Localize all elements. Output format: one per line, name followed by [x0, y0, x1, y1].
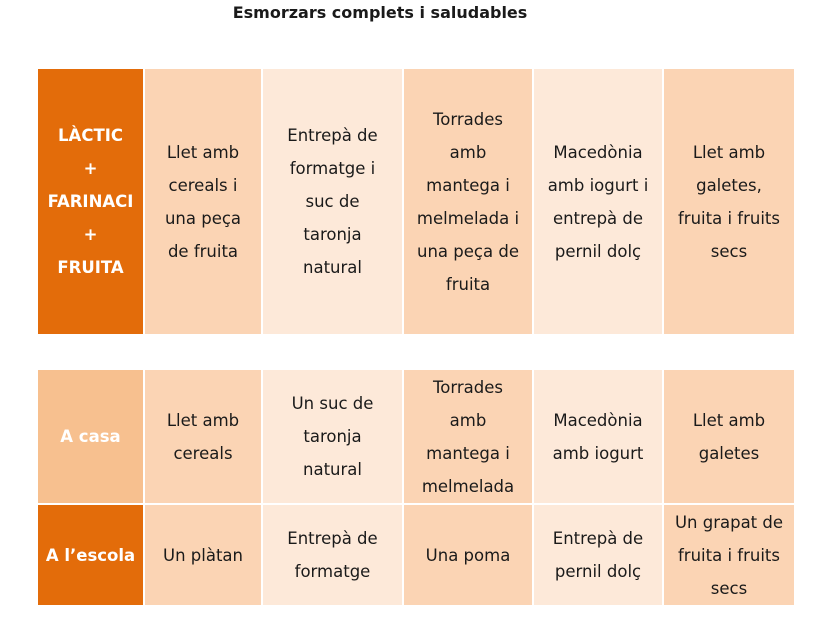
cell-line: taronja	[303, 427, 362, 446]
cell-line: cereals i	[168, 175, 238, 195]
cell-line: taronja	[303, 225, 362, 244]
cell-line: Torrades	[433, 377, 503, 397]
cell-line: Entrepà de	[287, 126, 378, 145]
table-row	[38, 69, 794, 334]
cell-line: Llet amb	[166, 142, 240, 162]
cell-line: secs	[710, 241, 748, 261]
cell-line: pernil dolç	[554, 562, 642, 581]
cell-line: Una poma	[425, 545, 511, 565]
breakfast-option-cell	[144, 504, 262, 605]
cell-line: fruita i fruits	[678, 208, 780, 228]
cell-line: galetes,	[696, 175, 762, 195]
cell-line: Macedònia	[553, 410, 643, 430]
cell-line: formatge	[294, 562, 371, 581]
cell-line: galetes	[698, 443, 760, 463]
breakfast-option-cell	[533, 370, 663, 504]
cell-line: formatge i	[289, 159, 376, 178]
table-row	[38, 504, 794, 605]
header-line: FARINACI	[47, 192, 134, 211]
cell-line: amb	[449, 410, 487, 430]
table-row	[38, 370, 794, 504]
breakfast-groups-table	[38, 69, 794, 334]
header-line: +	[83, 159, 98, 178]
cell-line: pernil dolç	[554, 241, 642, 261]
breakfast-option-cell	[403, 504, 533, 605]
breakfast-option-cell	[403, 370, 533, 504]
cell-line: Un suc de	[291, 394, 374, 413]
breakfast-option-cell	[533, 504, 663, 605]
page-title: Esmorzars complets i saludables	[232, 3, 528, 22]
cell-line: fruita	[445, 274, 491, 294]
cell-line: Entrepà de	[552, 529, 644, 548]
header-line: +	[83, 225, 98, 244]
cell-line: Un plàtan	[163, 545, 243, 565]
cell-line: melmelada i	[416, 208, 520, 228]
cell-line: Llet amb	[166, 410, 240, 430]
breakfast-option-cell	[262, 69, 403, 334]
breakfast-option-cell	[144, 370, 262, 504]
breakfast-option-cell	[403, 69, 533, 334]
header-line: LÀCTIC	[58, 126, 123, 145]
cell-line: de fruita	[167, 241, 239, 261]
row-label-school: A l’escola	[38, 504, 144, 605]
cell-line: Llet amb	[692, 410, 766, 430]
cell-line: mantega i	[426, 175, 510, 195]
cell-line: una peça	[164, 208, 242, 228]
cell-line: una peça de	[417, 241, 519, 261]
row-label-home: A casa	[38, 370, 144, 504]
breakfast-option-cell	[533, 69, 663, 334]
cell-line: suc de	[305, 192, 360, 211]
cell-line: Llet amb	[692, 142, 766, 162]
cell-line: cereals	[173, 443, 233, 463]
cell-line: fruita i fruits	[678, 545, 780, 565]
home-school-table	[38, 370, 794, 605]
breakfast-option-cell	[663, 370, 794, 504]
cell-line: Macedònia	[553, 142, 643, 162]
cell-line: amb iogurt i	[547, 175, 649, 195]
cell-line: amb iogurt	[552, 443, 644, 463]
food-groups-header	[38, 69, 144, 334]
breakfast-option-cell	[262, 504, 403, 605]
cell-line: Torrades	[433, 109, 503, 129]
cell-line: Un grapat de	[674, 512, 784, 532]
cell-line: secs	[710, 578, 748, 598]
cell-line: amb	[449, 142, 487, 162]
breakfast-option-cell	[663, 504, 794, 605]
breakfast-option-cell	[144, 69, 262, 334]
header-line: FRUITA	[57, 258, 124, 277]
cell-line: mantega i	[426, 443, 510, 463]
cell-line: entrepà de	[552, 208, 644, 228]
cell-line: natural	[303, 460, 362, 479]
cell-line: Entrepà de	[287, 529, 378, 548]
cell-line: natural	[303, 258, 362, 277]
cell-line: melmelada	[421, 476, 515, 496]
breakfast-option-cell	[663, 69, 794, 334]
breakfast-option-cell	[262, 370, 403, 504]
